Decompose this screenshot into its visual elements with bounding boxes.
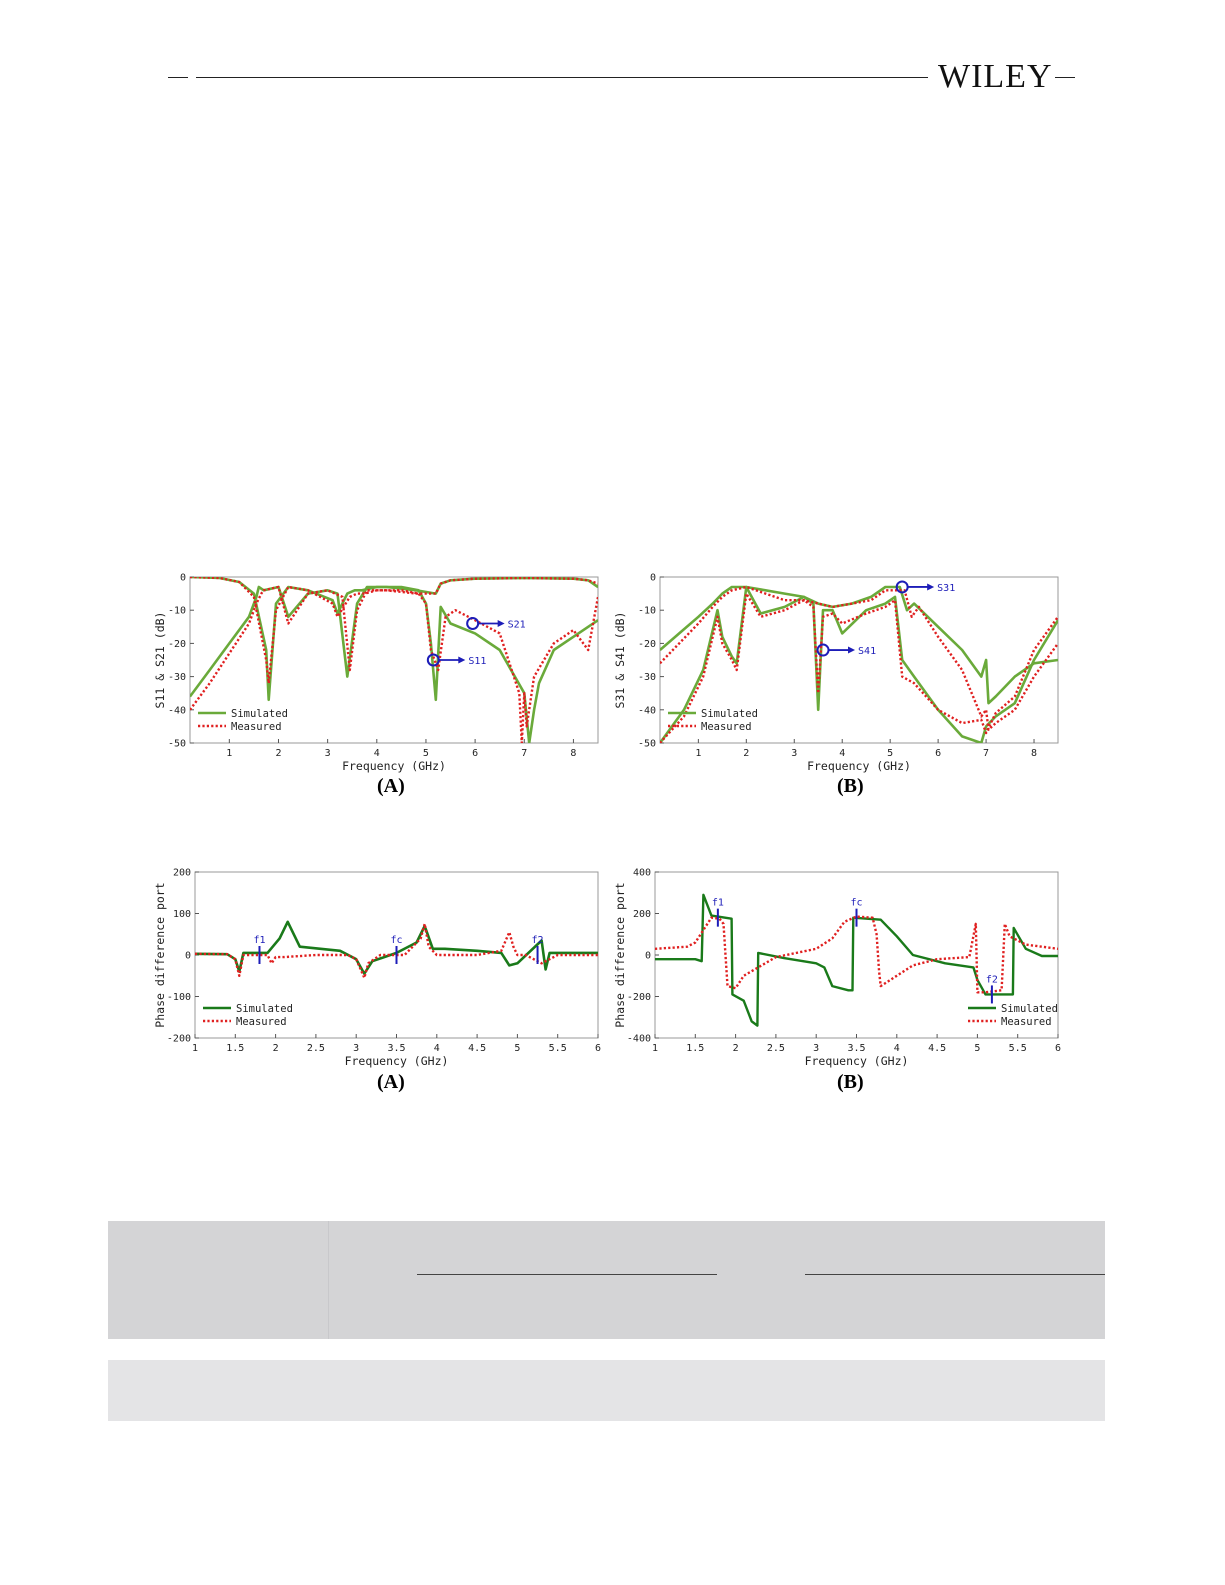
phase-plot-a-svg (155, 860, 605, 1072)
y-axis-label: Phase difference port (613, 882, 627, 1028)
x-tick-label: 1 (695, 748, 702, 759)
x-tick-label: 7 (521, 748, 528, 759)
y-tick-label: -40 (637, 705, 656, 717)
table-group-rule (417, 1274, 717, 1275)
x-tick-label: 8 (570, 748, 577, 759)
annotation-label: f2 (531, 935, 544, 946)
x-axis-label: Frequency (GHz) (804, 1054, 909, 1068)
annotation-label: fc (390, 935, 403, 946)
legend-label: Simulated (701, 708, 758, 720)
x-tick-label: 4 (839, 748, 846, 759)
y-axis-label: Phase difference port (153, 882, 167, 1028)
legend-label: Simulated (236, 1003, 293, 1015)
x-tick-label: 5 (887, 748, 894, 759)
table-header-divider (328, 1221, 329, 1339)
x-tick-label: 2 (272, 1043, 279, 1054)
sparam-plot-a-svg (155, 565, 605, 777)
legend-label: Measured (236, 1016, 287, 1028)
sparam-plot-b (615, 565, 1065, 777)
legend-label: Measured (1001, 1016, 1052, 1028)
x-tick-label: 1 (226, 748, 233, 759)
x-tick-label: 5 (422, 748, 429, 759)
x-tick-label: 5.5 (1008, 1043, 1027, 1054)
x-tick-label: 2 (275, 748, 282, 759)
table-header-band (108, 1221, 1105, 1339)
x-axis-label: Frequency (GHz) (344, 1054, 449, 1068)
annotation-label: f2 (985, 974, 998, 986)
x-tick-label: 1.5 (686, 1043, 705, 1054)
x-tick-label: 6 (935, 748, 942, 759)
annotation-label: S11 (468, 656, 487, 667)
annotation-label: f1 (711, 897, 724, 909)
annotation-label: fc (850, 897, 863, 909)
y-tick-label: 400 (632, 867, 651, 879)
y-tick-label: -30 (167, 672, 186, 684)
x-tick-label: 1.5 (226, 1043, 245, 1054)
x-tick-label: 2 (732, 1043, 739, 1054)
x-tick-label: 2.5 (766, 1043, 785, 1054)
figure-panel-label: (A) (377, 1071, 405, 1093)
phase-plot-b-svg (615, 860, 1065, 1072)
y-tick-label: -10 (167, 605, 186, 617)
x-tick-label: 6 (594, 1043, 602, 1054)
x-tick-label: 5 (974, 1043, 981, 1054)
y-tick-label: 0 (649, 572, 656, 584)
y-tick-label: 200 (632, 909, 651, 920)
y-tick-label: 0 (644, 950, 651, 962)
figure-panel-label: (B) (837, 775, 864, 797)
legend-label: Measured (231, 721, 282, 733)
x-tick-label: 2.5 (306, 1043, 325, 1054)
y-tick-label: -50 (637, 738, 656, 750)
x-tick-label: 4.5 (928, 1043, 947, 1054)
header-rule-left (168, 77, 188, 78)
figure-panel-label: (B) (837, 1071, 864, 1093)
x-tick-label: 2 (743, 748, 750, 759)
sparam-plot-b-svg (615, 565, 1065, 777)
legend-label: Simulated (231, 708, 288, 720)
annotation-label: S31 (937, 582, 956, 594)
x-tick-label: 3.5 (847, 1043, 866, 1054)
x-tick-label: 4 (373, 748, 380, 759)
x-tick-label: 4 (893, 1043, 900, 1054)
legend-label: Measured (701, 721, 752, 733)
y-tick-label: -200 (166, 1033, 191, 1045)
x-tick-label: 5.5 (548, 1043, 567, 1054)
phase-plot-a (155, 860, 605, 1072)
y-tick-label: -200 (626, 992, 651, 1003)
y-tick-label: -100 (166, 992, 191, 1003)
y-tick-label: -50 (167, 738, 186, 750)
x-axis-label: Frequency (GHz) (342, 759, 446, 773)
figure-panel-label: (A) (377, 775, 405, 797)
x-tick-label: 5 (514, 1043, 521, 1054)
y-tick-label: -20 (637, 638, 656, 650)
y-tick-label: -20 (167, 638, 186, 650)
y-tick-label: -400 (626, 1033, 651, 1045)
annotation-label: S41 (858, 646, 877, 658)
y-tick-label: 100 (172, 909, 191, 920)
table-group-rule (805, 1274, 1105, 1275)
x-tick-label: 3 (324, 748, 331, 759)
publisher-logo: WILEY (938, 58, 1053, 95)
header-rule-right (1055, 77, 1075, 78)
x-tick-label: 3 (791, 748, 798, 759)
x-tick-label: 4 (433, 1043, 440, 1054)
x-tick-label: 8 (1031, 748, 1038, 759)
y-tick-label: -10 (637, 605, 656, 617)
sparam-plot-a (155, 565, 605, 777)
legend-label: Simulated (1001, 1003, 1058, 1015)
y-axis-label: S31 & S41 (dB) (613, 611, 627, 709)
annotation-label: f1 (253, 935, 266, 946)
y-tick-label: 0 (184, 950, 191, 962)
phase-plot-b (615, 860, 1065, 1072)
x-axis-label: Frequency (GHz) (807, 759, 911, 773)
x-tick-label: 7 (983, 748, 990, 759)
x-tick-label: 3 (353, 1043, 360, 1054)
y-tick-label: 200 (172, 867, 191, 879)
y-tick-label: -40 (167, 705, 186, 717)
x-tick-label: 4.5 (468, 1043, 487, 1054)
annotation-label: S21 (507, 619, 526, 631)
x-tick-label: 6 (472, 748, 479, 759)
table-row (108, 1360, 1105, 1421)
y-tick-label: 0 (179, 572, 186, 584)
x-tick-label: 3 (813, 1043, 820, 1054)
y-axis-label: S11 & S21 (dB) (153, 611, 167, 709)
x-tick-label: 6 (1054, 1043, 1062, 1054)
x-tick-label: 1 (191, 1043, 199, 1054)
x-tick-label: 3.5 (387, 1043, 406, 1054)
header-rule (196, 77, 928, 78)
y-tick-label: -30 (637, 672, 656, 684)
x-tick-label: 1 (651, 1043, 659, 1054)
